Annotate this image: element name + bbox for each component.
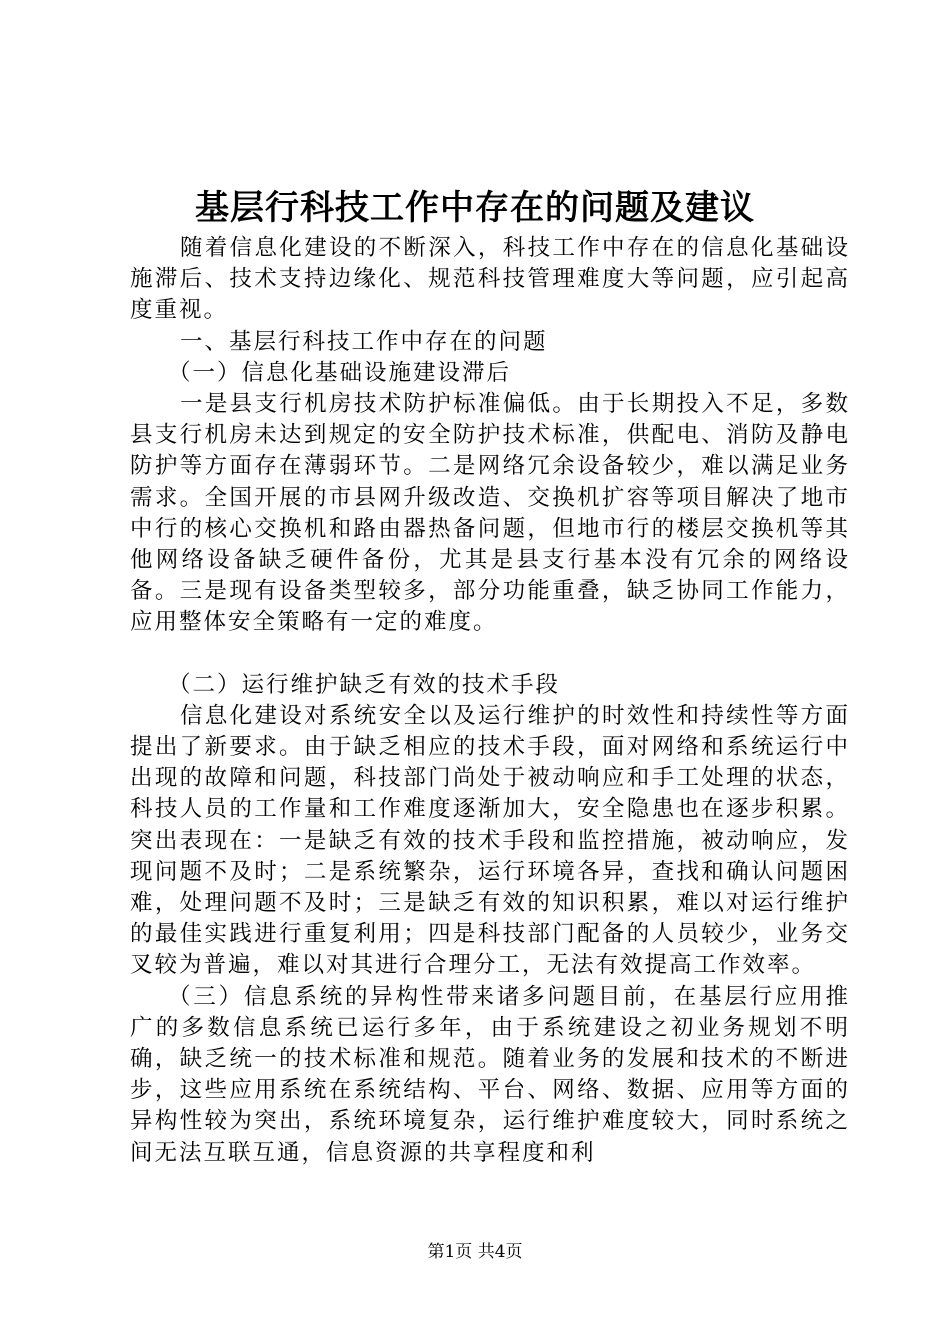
page-footer: 第1页 共4页 bbox=[427, 1242, 523, 1262]
subsection-heading-2: （二）运行维护缺乏有效的技术手段 bbox=[168, 671, 561, 698]
paragraph-spacer bbox=[130, 639, 850, 670]
intro-paragraph: 随着信息化建设的不断深入，科技工作中存在的信息化基础设施滞后、技术支持边缘化、规范科技管理难度大等问题，应引起高度重视。 bbox=[130, 235, 850, 324]
subsection-3-paragraph: （三）信息系统的异构性带来诸多问题目前，在基层行应用推广的多数信息系统已运行多年，由于系统建设之初业务规划不明确，缺乏统一的技术标准和规范。随着业务的发展和技术的不断进步，这些应用系统在系统结构、平台、网络、数据、应用等方面的异构性较为突出，系统环境复杂，运行维护难度较大，同时系统之间无法互联互通，信息资源的共享程度和利 bbox=[130, 983, 850, 1166]
section-heading-problems: 一、基层行科技工作中存在的问题 bbox=[180, 328, 548, 355]
document-body bbox=[130, 233, 850, 1169]
subsection-heading-1: （一）信息化基础设施建设滞后 bbox=[168, 359, 512, 386]
subsection-2-paragraph: 信息化建设对系统安全以及运行维护的时效性和持续性等方面提出了新要求。由于缺乏相应的技术手段，面对网络和系统运行中出现的故障和问题，科技部门尚处于被动响应和手工处理的状态，科技人员的工作量和工作难度逐渐加大，安全隐患也在逐步积累。突出表现在：一是缺乏有效的技术手段和监控措施，被动响应，发现问题不及时；二是系统繁杂，运行环境各异，查找和确认问题困难，处理问题不及时；三是缺乏有效的知识积累，难以对运行维护的最佳实践进行重复利用；四是科技部门配备的人员较少，业务交叉较为普遍，难以对其进行合理分工，无法有效提高工作效率。 bbox=[130, 702, 850, 979]
document-title: 基层行科技工作中存在的问题及建议 bbox=[195, 188, 755, 228]
subsection-1-paragraph: 一是县支行机房技术防护标准偏低。由于长期投入不足，多数县支行机房未达到规定的安全防护技术标准，供配电、消防及静电防护等方面存在薄弱环节。二是网络冗余设备较少，难以满足业务需求。全国开展的市县网升级改造、交换机扩容等项目解决了地市中行的核心交换机和路由器热备问题，但地市行的楼层交换机等其他网络设备缺乏硬件备份，尤其是县支行基本没有冗余的网络设备。三是现有设备类型较多，部分功能重叠，缺乏协同工作能力，应用整体安全策略有一定的难度。 bbox=[130, 391, 850, 636]
